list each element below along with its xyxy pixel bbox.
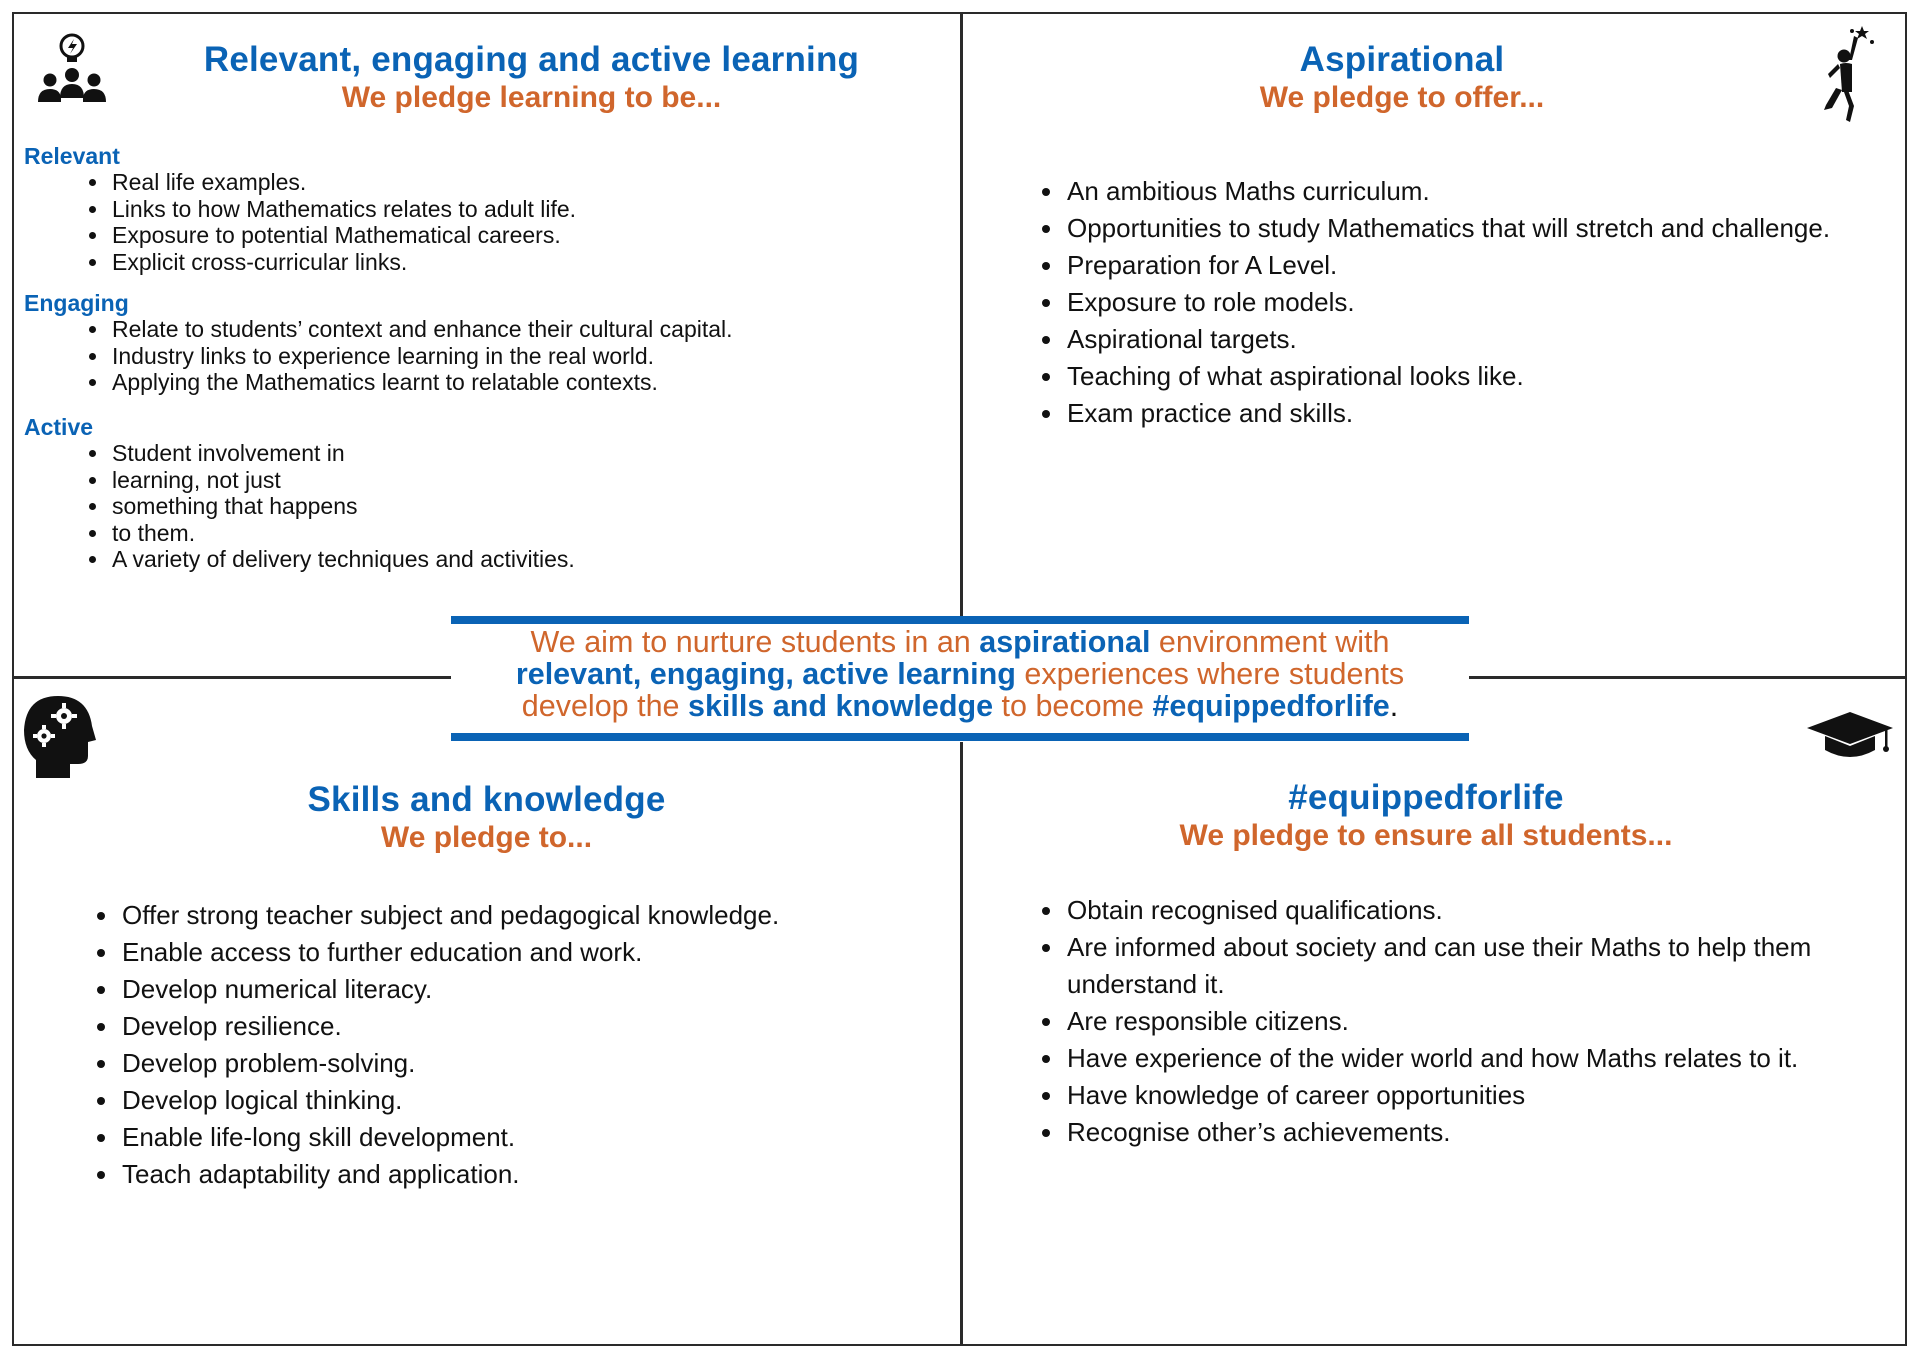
list-item: • Applying the Mathematics learnt to relatable contexts.: [110, 369, 733, 396]
list-item: • Are informed about society and can use their Maths to help them understand it.: [1065, 929, 1831, 1003]
mission-text: environment with: [1150, 625, 1390, 659]
section-title-engaging: Engaging: [24, 290, 129, 316]
list-item: • something that happens: [110, 493, 575, 520]
list-item: • Are responsible citizens.: [1065, 1003, 1831, 1040]
list-item: • Aspirational targets.: [1065, 321, 1830, 358]
mission-highlight: #equippedforlife: [1152, 689, 1390, 723]
quadrant-equipped-for-life: [963, 680, 1905, 1344]
list-item: • Have experience of the wider world and how Maths relates to it.: [1065, 1040, 1831, 1077]
reaching-star-icon: [1816, 22, 1876, 126]
list-item: • A variety of delivery techniques and activities.: [110, 546, 575, 573]
quadrant-subtitle: We pledge to ensure all students...: [1179, 819, 1673, 852]
mission-text: to become: [993, 689, 1153, 723]
mission-text: experiences where students: [1015, 657, 1405, 691]
mission-highlight: aspirational: [979, 625, 1151, 659]
list-item: • Develop numerical literacy.: [120, 971, 779, 1008]
list-item: • Have knowledge of career opportunities: [1065, 1077, 1831, 1114]
list-item: • Develop resilience.: [120, 1008, 779, 1045]
list-item: • Offer strong teacher subject and pedagogical knowledge.: [120, 897, 779, 934]
list-item: • An ambitious Maths curriculum.: [1065, 173, 1830, 210]
active-list: [86, 440, 575, 573]
mission-statement-banner: [451, 616, 1469, 742]
mission-line-2: [451, 658, 1469, 690]
section-title-active: Active: [24, 414, 94, 440]
list-item: • Develop logical thinking.: [120, 1082, 779, 1119]
quadrant-title: Relevant, engaging and active learning: [203, 40, 860, 79]
mission-line-1: [451, 626, 1469, 658]
list-item: • learning, not just: [110, 467, 575, 494]
engaging-list: [86, 316, 733, 396]
group-idea-icon: [32, 30, 112, 110]
list-item: • Student involvement in: [110, 440, 575, 467]
skills-list: [96, 897, 779, 1193]
list-item: • Enable access to further education and work.: [120, 934, 779, 971]
relevant-list: [86, 169, 576, 275]
mission-text: We aim to nurture students in an: [530, 625, 980, 659]
mission-text: .: [1389, 689, 1399, 723]
list-item: • Teach adaptability and application.: [120, 1156, 779, 1193]
quadrant-relevant-engaging-active: [14, 14, 959, 675]
mission-highlight: relevant, engaging, active learning: [515, 657, 1016, 691]
mission-statement: [451, 626, 1469, 722]
list-item: • Industry links to experience learning in the real world.: [110, 343, 733, 370]
list-item: • to them.: [110, 520, 575, 547]
list-item: • Links to how Mathematics relates to adult life.: [110, 196, 576, 223]
quadrant-title: Skills and knowledge: [307, 780, 666, 819]
banner-bottom-rule: [451, 733, 1469, 741]
mission-highlight: skills and knowledge: [687, 689, 994, 723]
mission-line-3: [451, 690, 1469, 722]
quadrant-skills-knowledge: [14, 680, 959, 1344]
graduation-cap-icon: [1805, 710, 1895, 760]
quadrant-title: Aspirational: [1299, 40, 1505, 79]
section-title-relevant: Relevant: [24, 143, 120, 169]
list-item: • Explicit cross-curricular links.: [110, 249, 576, 276]
quadrant-subtitle: We pledge to offer...: [1259, 81, 1545, 114]
list-item: • Preparation for A Level.: [1065, 247, 1830, 284]
list-item: • Exposure to role models.: [1065, 284, 1830, 321]
quadrant-subtitle: We pledge learning to be...: [341, 81, 722, 114]
equipped-list: [1041, 892, 1831, 1151]
list-item: • Real life examples.: [110, 169, 576, 196]
list-item: • Exam practice and skills.: [1065, 395, 1830, 432]
list-item: • Recognise other’s achievements.: [1065, 1114, 1831, 1151]
list-item: • Relate to students’ context and enhance their cultural capital.: [110, 316, 733, 343]
head-gears-icon: [22, 694, 96, 778]
quadrant-title: #equippedforlife: [1288, 778, 1564, 817]
aspirational-list: [1041, 173, 1830, 432]
list-item: • Enable life-long skill development.: [120, 1119, 779, 1156]
list-item: • Develop problem-solving.: [120, 1045, 779, 1082]
quadrant-subtitle: We pledge to...: [380, 821, 593, 854]
banner-top-rule: [451, 616, 1469, 624]
list-item: • Teaching of what aspirational looks like.: [1065, 358, 1830, 395]
list-item: • Opportunities to study Mathematics that will stretch and challenge.: [1065, 210, 1830, 247]
quadrant-aspirational: [963, 14, 1905, 675]
mission-text: develop the: [521, 689, 688, 723]
list-item: • Obtain recognised qualifications.: [1065, 892, 1831, 929]
list-item: • Exposure to potential Mathematical careers.: [110, 222, 576, 249]
